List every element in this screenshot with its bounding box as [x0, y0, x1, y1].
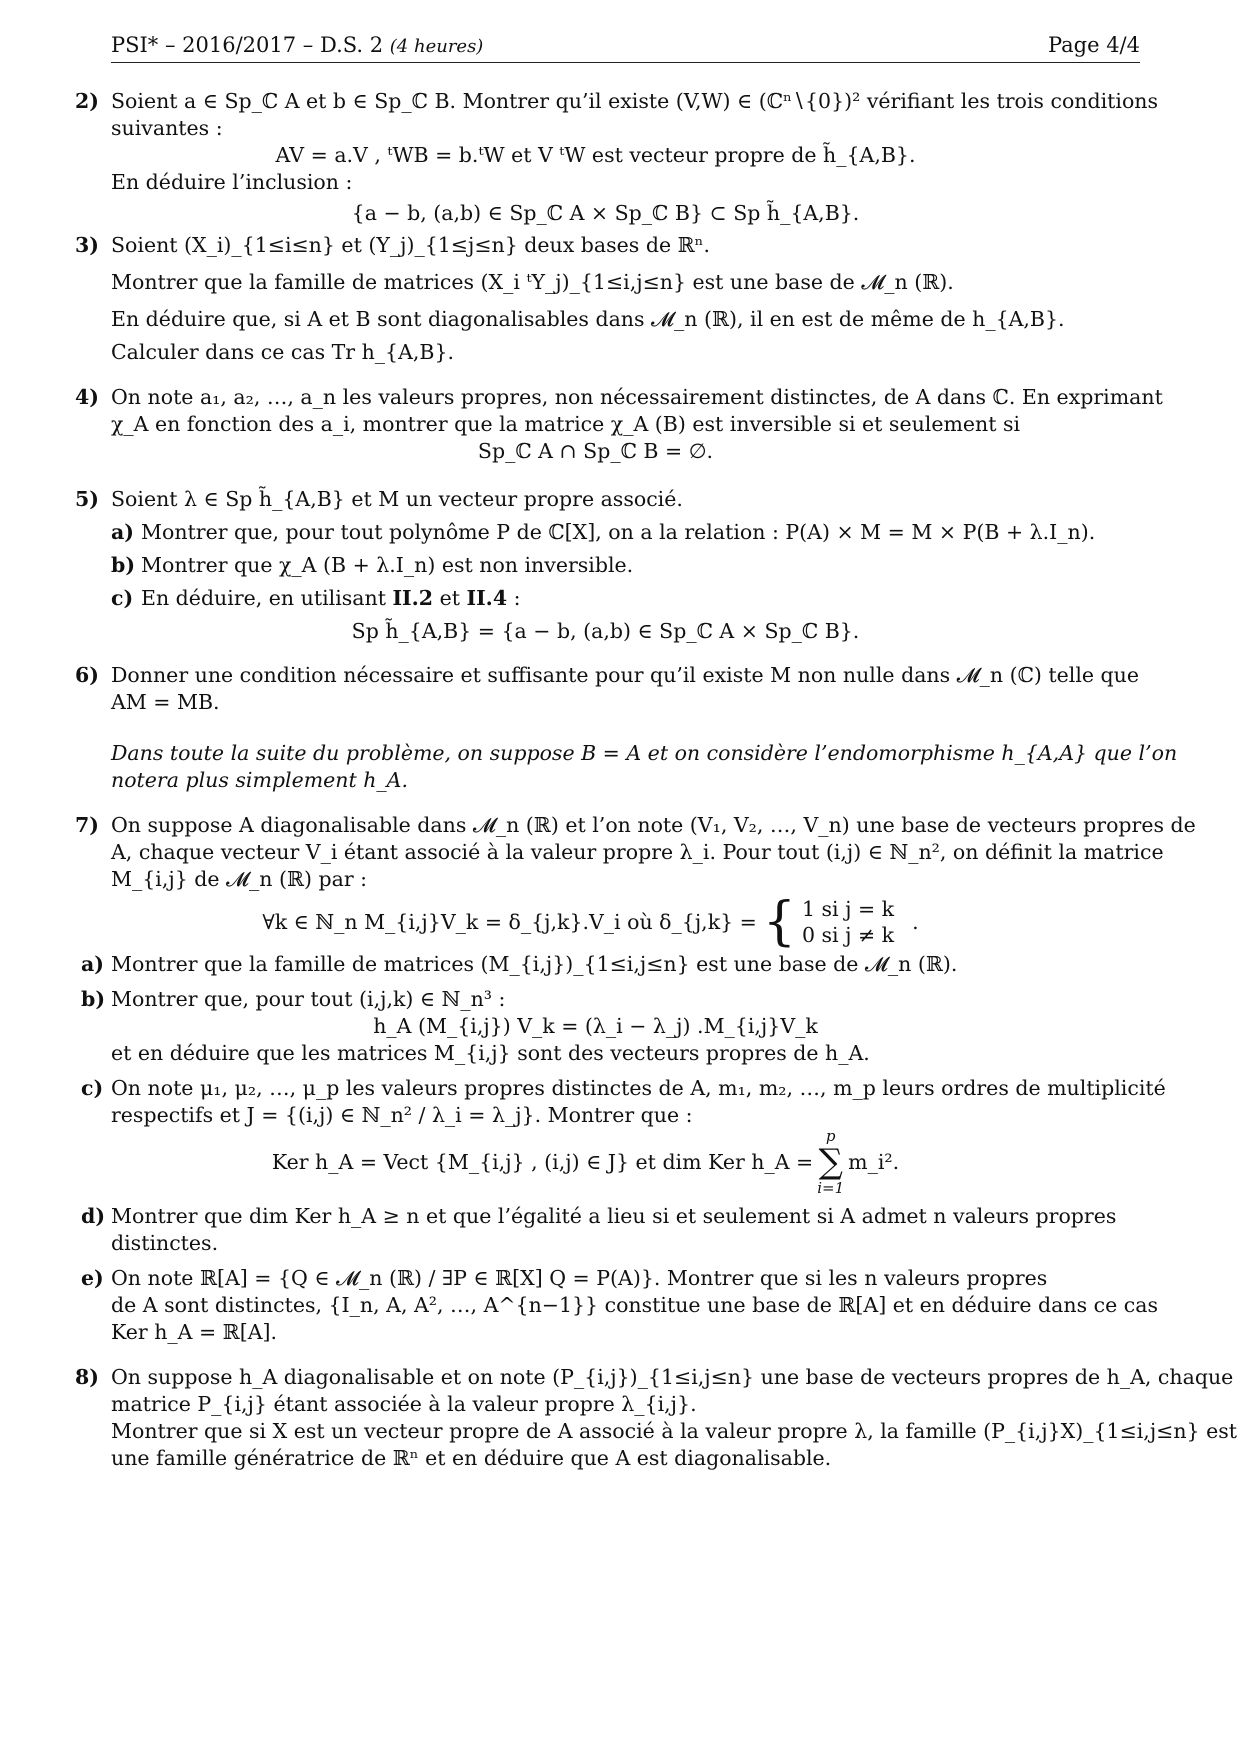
equation-delta — [41, 893, 1140, 951]
text-line: respectifs et J = {(i,j) ∈ ℕ_n² / λ_i = λ_j}. Montrer que : — [111, 1103, 693, 1127]
subquestion-label: a) — [111, 520, 134, 544]
header-page-number: Page 4/4 — [1047, 33, 1140, 57]
page-header — [111, 32, 1140, 63]
question-4 — [75, 384, 1163, 465]
text-line: Dans toute la suite du problème, on suppose B = A et on considère l’endomorphisme h_{A,A} que l’on — [111, 741, 1178, 765]
text-line: Ker h_A = ℝ[A]. — [111, 1320, 278, 1344]
equation-kernel — [31, 1129, 1140, 1195]
question-number: 5) — [75, 487, 99, 511]
equation-left: ∀k ∈ ℕ_n M_{i,j}V_k = δ_{j,k}.V_i où δ_{j,k} = — [262, 909, 757, 934]
text-fragment: et — [439, 586, 460, 610]
text-line: On suppose h_A diagonalisable et on note (P_{i,j})_{1≤i,j≤n} une base de vecteurs propres de h_A, chaque — [111, 1365, 1234, 1389]
header-course: PSI* – 2016/2017 – D.S. 2 — [111, 33, 384, 57]
text-line: Montrer que χ_A (B + λ.I_n) est non inversible. — [141, 553, 634, 577]
equation-end: . — [912, 909, 919, 934]
question-number: 6) — [75, 663, 99, 687]
header-left — [111, 32, 483, 60]
summation — [817, 1127, 844, 1197]
header-duration: (4 heures) — [389, 36, 484, 57]
text-line: M_{i,j} de 𝓜_n (ℝ) par : — [111, 867, 368, 891]
text-line: Donner une condition nécessaire et suffisante pour qu’il existe M non nulle dans 𝓜_n (ℂ) telle que — [111, 663, 1140, 687]
equation: {a − b, (a,b) ∈ Sp_ℂ A × Sp_ℂ B} ⊂ Sp h̃_{A,B}. — [351, 201, 860, 225]
question-2 — [75, 88, 1159, 227]
subquestion-label: b) — [111, 553, 136, 577]
question-3 — [75, 232, 1140, 366]
reference-ii-4: II.4 — [466, 586, 508, 610]
text-fragment: En déduire, en utilisant — [141, 586, 386, 610]
subquestion-label: b) — [81, 987, 106, 1011]
equation: Sp h̃_{A,B} = {a − b, (a,b) ∈ Sp_ℂ A × Sp_ℂ B}. — [351, 619, 860, 643]
subquestion-label: c) — [81, 1076, 104, 1100]
subquestion-7a — [81, 951, 1140, 978]
text-line: Montrer que la famille de matrices (M_{i,j})_{1≤i,j≤n} est une base de 𝓜_n (ℝ). — [111, 952, 958, 976]
subquestion-label: d) — [81, 1204, 106, 1228]
question-number: 7) — [75, 813, 99, 837]
subquestion-7b — [81, 986, 1140, 1067]
subquestion-5c — [111, 585, 1140, 645]
subquestion-7d — [81, 1203, 1140, 1257]
equation: h_A (M_{i,j}) V_k = (λ_i − λ_j) .M_{i,j}V_k — [373, 1014, 818, 1038]
text-line: En déduire que, si A et B sont diagonalisables dans 𝓜_n (ℝ), il en est de même de h_{A,B}. — [111, 307, 1065, 331]
question-number: 2) — [75, 89, 99, 113]
text-line: Montrer que dim Ker h_A ≥ n et que l’égalité a lieu si et seulement si A admet n valeurs propres — [111, 1204, 1117, 1228]
text-line: En déduire l’inclusion : — [111, 170, 353, 194]
subquestion-5a — [111, 519, 1140, 546]
sum-symbol: ∑ — [818, 1142, 843, 1182]
text-line: matrice P_{i,j} étant associée à la valeur propre λ_{i,j}. — [111, 1392, 697, 1416]
text-line: notera plus simplement h_A. — [111, 768, 408, 792]
problem-note — [111, 740, 1178, 794]
question-8 — [75, 1364, 1238, 1472]
text-line: Montrer que, pour tout polynôme P de ℂ[X], on a la relation : P(A) × M = M × P(B + λ.I_n). — [141, 520, 1096, 544]
text-line: Soient λ ∈ Sp h̃_{A,B} et M un vecteur propre associé. — [111, 487, 683, 511]
text-line: suivantes : — [111, 116, 223, 140]
text-line: On note μ₁, μ₂, …, μ_p les valeurs propres distinctes de A, m₁, m₂, …, m_p leurs ordres de multiplicité — [111, 1076, 1166, 1100]
text-line: une famille génératrice de ℝⁿ et en déduire que A est diagonalisable. — [111, 1446, 832, 1470]
left-brace: { — [762, 892, 796, 952]
subquestion-7c — [81, 1075, 1166, 1197]
subquestion-label: c) — [111, 586, 134, 610]
sum-lower-limit: i=1 — [817, 1179, 845, 1197]
question-number: 8) — [75, 1365, 99, 1389]
text-line: Calculer dans ce cas Tr h_{A,B}. — [111, 340, 455, 364]
case-line: 1 si j = k — [801, 897, 895, 921]
text-line: distinctes. — [111, 1231, 219, 1255]
equation-left: Ker h_A = Vect {M_{i,j} , (i,j) ∈ J} et dim Ker h_A = — [271, 1149, 814, 1174]
text-line: χ_A en fonction des a_i, montrer que la matrice χ_A (B) est inversible si et seulement si — [111, 412, 1021, 436]
subquestion-5b — [111, 552, 1140, 579]
text-line: Soient (X_i)_{1≤i≤n} et (Y_j)_{1≤j≤n} deux bases de ℝⁿ. — [111, 233, 711, 257]
question-number: 3) — [75, 233, 99, 257]
question-6 — [75, 662, 1140, 716]
cases-block — [762, 892, 895, 952]
sum-upper-limit: p — [825, 1127, 836, 1145]
text-line: Soient a ∈ Sp_ℂ A et b ∈ Sp_ℂ B. Montrer qu’il existe (V,W) ∈ (ℂⁿ∖{0})² vérifiant les trois conditions — [111, 89, 1159, 113]
text-line: et en déduire que les matrices M_{i,j} sont des vecteurs propres de h_A. — [111, 1041, 870, 1065]
subquestion-label: a) — [81, 952, 104, 976]
text-line: A, chaque vecteur V_i étant associé à la valeur propre λ_i. Pour tout (i,j) ∈ ℕ_n², on définit la matrice — [111, 840, 1164, 864]
text-line: On suppose A diagonalisable dans 𝓜_n (ℝ) et l’on note (V₁, V₂, …, V_n) une base de vecteurs propres de — [111, 813, 1196, 837]
text-line: On note ℝ[A] = {Q ∈ 𝓜_n (ℝ) / ∃P ∈ ℝ[X] Q = P(A)}. Montrer que si les n valeurs propres — [111, 1266, 1048, 1290]
text-line: Montrer que, pour tout (i,j,k) ∈ ℕ_n³ : — [111, 987, 506, 1011]
subquestion-7e — [81, 1265, 1158, 1346]
case-line: 0 si j ≠ k — [801, 923, 895, 947]
text-line: Montrer que la famille de matrices (X_i ᵗY_j)_{1≤i,j≤n} est une base de 𝓜_n (ℝ). — [111, 270, 954, 294]
text-line: AM = MB. — [111, 690, 220, 714]
question-7 — [75, 812, 1196, 1346]
text-line: Montrer que si X est un vecteur propre de A associé à la valeur propre λ, la famille (P_{i,j}X)_{1≤i,j≤n} est — [111, 1419, 1238, 1443]
equation-right: m_i². — [848, 1149, 900, 1174]
equation: Sp_ℂ A ∩ Sp_ℂ B = ∅. — [477, 439, 714, 463]
text-line: On note a₁, a₂, …, a_n les valeurs propres, non nécessairement distinctes, de A dans ℂ. En exprimant — [111, 385, 1163, 409]
text-line — [141, 585, 1140, 612]
question-number: 4) — [75, 385, 99, 409]
text-fragment: : — [513, 586, 521, 610]
subquestion-label: e) — [81, 1266, 104, 1290]
question-5 — [75, 486, 1140, 645]
equation: AV = a.V , ᵗWB = b.ᵗW et V ᵗW est vecteur propre de h̃_{A,B}. — [275, 143, 916, 167]
reference-ii-2: II.2 — [392, 586, 434, 610]
text-line: de A sont distinctes, {I_n, A, A², …, A^{n−1}} constitue une base de ℝ[A] et en déduire dans ce cas — [111, 1293, 1158, 1317]
